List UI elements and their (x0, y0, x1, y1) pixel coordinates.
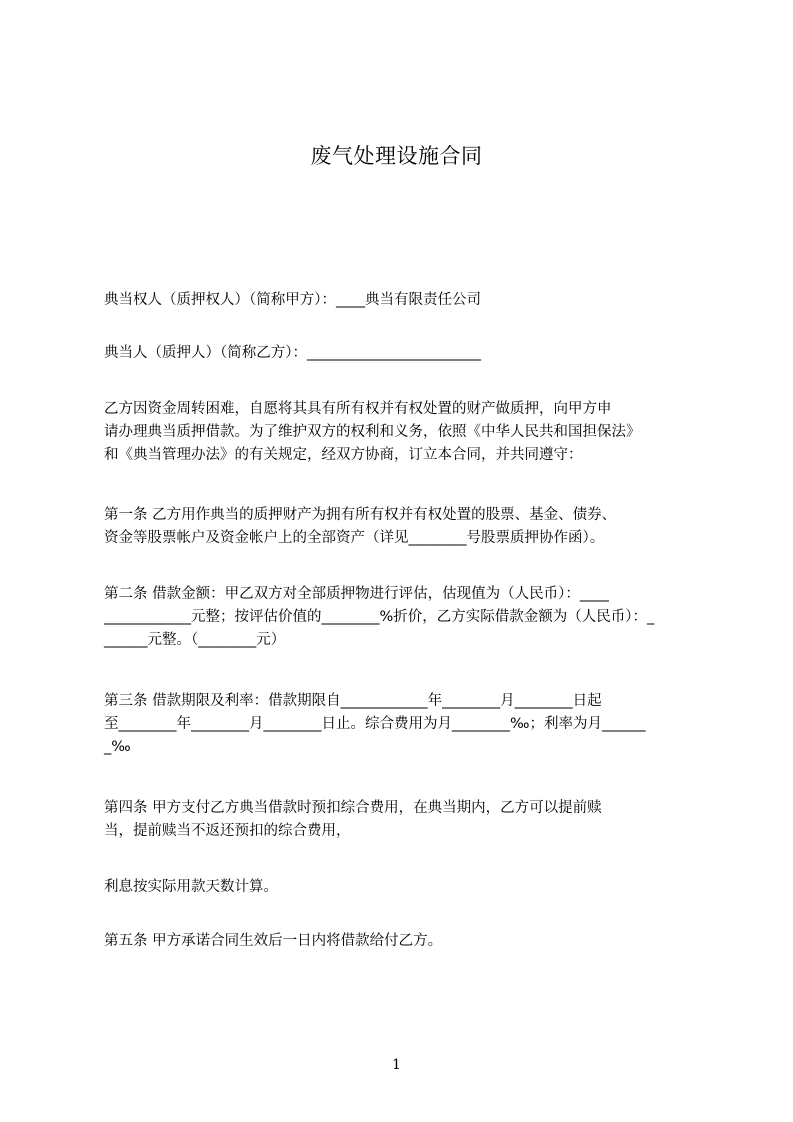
preamble-paragraph (104, 398, 714, 467)
article-1-line-2: 资金等股票帐户及资金帐户上的全部资产（详见________号股票质押协作函）。 (104, 530, 605, 546)
article-4-line-2: 当，提前赎当不返还预扣的综合费用， (104, 823, 351, 839)
document-title: 废气处理设施合同 (310, 144, 483, 168)
article-3-line-3: _‰ (104, 739, 131, 755)
article-3-line-2: 至________年________月________日止。综合费用为月________‰；利率为月______ (104, 716, 646, 732)
article-5-paragraph (104, 930, 714, 953)
article-5-line: 第五条 甲方承诺合同生效后一日内将借款给付乙方。 (104, 933, 443, 949)
article-2-paragraph (104, 583, 714, 652)
interest-note-line: 利息按实际用款天数计算。 (104, 879, 278, 895)
preamble-line-2: 请办理典当质押借款。为了维护双方的权利和义务，依照《中华人民共和国担保法》 (104, 424, 641, 440)
article-4-paragraph (104, 797, 714, 843)
preamble-line-1: 乙方因资金周转困难，自愿将其具有所有权并有权处置的财产做质押，向甲方申 (104, 401, 612, 417)
article-2-line-1: 第二条 借款金额：甲乙双方对全部质押物进行评估，估现值为（人民币）：____ (104, 586, 609, 602)
page-number: 1 (392, 1057, 401, 1073)
article-1-paragraph (104, 504, 714, 550)
article-2-line-2: ____________元整；按评估价值的________%折价，乙方实际借款金额为（人民币）：_ (104, 609, 655, 625)
article-3-line-1: 第三条 借款期限及利率：借款期限自____________年________月________日起 (104, 693, 602, 709)
interest-note-paragraph (104, 876, 714, 899)
party-b-line: 典当人（质押人）（简称乙方）：________________________ (104, 345, 481, 361)
preamble-line-3: 和《典当管理办法》的有关规定，经双方协商，订立本合同，并共同遵守： (104, 447, 583, 463)
party-a-line: 典当权人（质押权人）（简称甲方）：____典当有限责任公司 (104, 292, 481, 308)
article-2-line-3: ______元整。（________元） (104, 632, 286, 648)
party-a-paragraph (104, 289, 714, 312)
article-4-line-1: 第四条 甲方支付乙方典当借款时预扣综合费用，在典当期内，乙方可以提前赎 (104, 800, 602, 816)
article-3-paragraph (104, 690, 714, 759)
party-b-paragraph (104, 342, 714, 365)
article-1-line-1: 第一条 乙方用作典当的质押财产为拥有所有权并有权处置的股票、基金、债券、 (104, 507, 617, 523)
